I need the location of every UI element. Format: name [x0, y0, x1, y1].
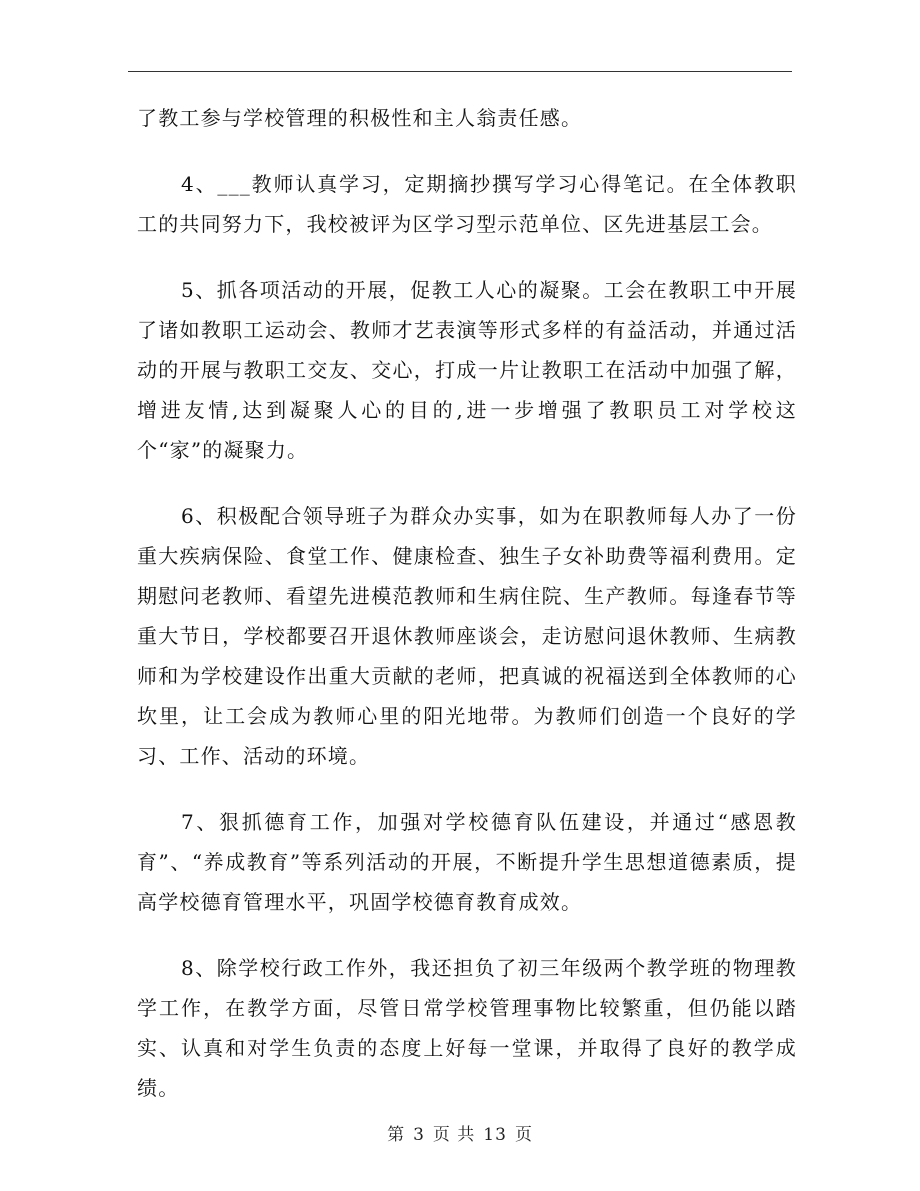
header-rule — [128, 71, 792, 72]
paragraph-item-5: 5、抓各项活动的开展，促教工人心的凝聚。工会在教职工中开展了诸如教职工运动会、教师才艺表演等形式多样的有益活动，并通过活动的开展与教职工交友、交心，打成一片让教职工在活动中加强了解，增进友情,达到凝聚人心的目的,进一步增强了教职员工对学校这个“家”的凝聚力。 — [137, 278, 797, 462]
document-body — [137, 98, 797, 1134]
current-page-number: 3 — [413, 1125, 425, 1145]
footer-prefix: 第 — [387, 1125, 406, 1145]
total-pages-number: 13 — [483, 1125, 507, 1145]
paragraph-continuation: 了教工参与学校管理的积极性和主人翁责任感。 — [137, 106, 583, 130]
footer-middle: 页 共 — [432, 1125, 476, 1145]
page-footer — [0, 1120, 920, 1145]
paragraph-item-8: 8、除学校行政工作外，我还担负了初三年级两个教学班的物理教学工作，在教学方面，尽管日常学校管理事物比较繁重，但仍能以踏实、认真和对学生负责的态度上好每一堂课，并取得了良好的教学成绩。 — [137, 956, 797, 1100]
paragraph-item-6: 6、积极配合领导班子为群众办实事，如为在职教师每人办了一份重大疾病保险、食堂工作、健康检查、独生子女补助费等福利费用。定期慰问老教师、看望先进模范教师和生病住院、生产教师。每逢春节等重大节日，学校都要召开退休教师座谈会，走访慰问退休教师、生病教师和为学校建设作出重大贡献的老师，把真诚的祝福送到全体教师的心坎里，让工会成为教师心里的阳光地带。为教师们创造一个良好的学习、工作、活动的环境。 — [137, 504, 797, 768]
paragraph-item-4: 4、___教师认真学习，定期摘抄撰写学习心得笔记。在全体教职工的共同努力下，我校被评为区学习型示范单位、区先进基层工会。 — [137, 172, 797, 236]
footer-suffix: 页 — [514, 1125, 533, 1145]
paragraph-item-7: 7、狠抓德育工作，加强对学校德育队伍建设，并通过“感恩教育”、“养成教育”等系列活动的开展，不断提升学生思想道德素质，提高学校德育管理水平，巩固学校德育教育成效。 — [137, 810, 797, 914]
